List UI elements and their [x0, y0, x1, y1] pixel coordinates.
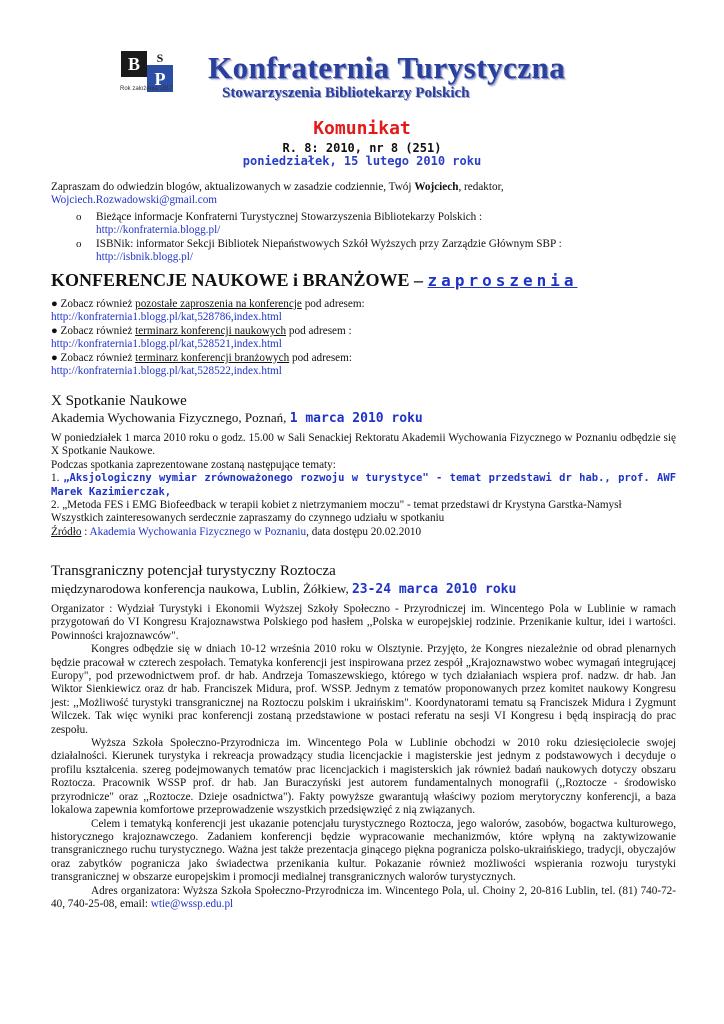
issue-number: R. 8: 2010, nr 8 (251)	[282, 141, 442, 155]
event2-paragraph: Kongres odbędzie się w dniach 10-12 września 2010 roku w Olsztynie. Przyjęto, że Kongres niezależnie od obrad plenarnych będzie pracował w czterech zespołach. Tematyka konferencji jest inspirowana przez zespół „Krajoznawstwo wobec wymagań integrującej Europy", pod przewodnictwem prof. dr hab. Andrzeja Tomaszewskiego, którego w tych działaniach wspiera prof. nadzw. dr hab. Jan Wiktor Sienkiewicz oraz dr hab. Franciszek Midura, prof. WSSP. Jednym z tematów proponowanych przez komitet naukowy Kongresu jest: ,,Możliwość turystyki transgranicznej na Roztoczu polskim i ukraińskim". Koordynatorami tematu są Franciszek Midura i Zygmunt Wilczek. Tak więc wyniki prac konferencji zostaną przedstawione w postaci referatu na sesji VI Kongresu i będą inspiracją do prac zespołu.	[51, 643, 676, 736]
event1-topic-1	[51, 472, 676, 499]
topic-title: „Aksjologiczny wymiar zrównoważonego rozwoju w turystyce" - temat przedstawi dr hab., prof. AWF Marek Kazimierczak,	[51, 472, 677, 498]
see-also-suffix: pod adresem:	[301, 298, 365, 310]
source-separator: :	[81, 525, 90, 538]
event1-paragraph: Wszystkich zainteresowanych serdecznie zapraszamy do czynnego udziału w spotkaniu	[51, 512, 445, 525]
brand-subtitle: Stowarzyszenia Bibliotekarzy Polskich	[222, 85, 470, 101]
organizer-address: Adres organizatora: Wyższa Szkoła Społeczno-Przyrodnicza im. Wincentego Pola, ul. Choiny 2, 20-816 Lublin, tel. (81) 740-72-40, 740-25-08, email:	[51, 884, 676, 910]
blog-item-link[interactable]: http://isbnik.blogg.pl/	[96, 251, 193, 263]
event1-body	[51, 432, 676, 539]
editor-name: Wojciech	[414, 181, 459, 193]
section-title: KONFERENCJE NAUKOWE i BRANŻOWE –	[51, 270, 428, 290]
event1-source	[51, 526, 676, 539]
source-date: , data dostępu 20.02.2010	[306, 525, 422, 538]
brand-title: Konfraternia Turystyczna	[208, 50, 566, 85]
source-label: Źródło	[51, 525, 82, 538]
event1-topic-2: 2. „Metoda FES i EMG Biofeedback w terapii kobiet z nietrzymaniem moczu" - temat przedstawi dr Krystyna Garstka-Namysł	[51, 499, 622, 512]
event1-paragraph: W poniedziałek 1 marca 2010 roku o godz. 15.00 w Sali Senackiej Rektoratu Akademii Wychowania Fizycznego w Poznaniu odbędzie się X Spotkanie Naukowe.	[51, 432, 676, 458]
intro-paragraph	[51, 181, 676, 208]
organizer-email-link[interactable]: wtie@wssp.edu.pl	[150, 897, 234, 910]
logo-letter-p: P	[154, 69, 166, 89]
event2-paragraph: Organizator : Wydział Turystyki i Ekonomii Wyższej Szkoły Społeczno - Przyrodniczej im. Wincentego Pola w Lublinie w ramach przygotowań do VI Kongresu Krajoznawstwa Polskiego pod hasłem ,,Polska w europejskiej rodzinie. Przenikanie kultur, idei i wartości. Powinności krajoznawców".	[51, 603, 676, 642]
logo-caption: Rok założenia 1917	[120, 86, 173, 92]
see-also-suffix: pod adresem :	[286, 324, 352, 337]
intro-text: Zapraszam do odwiedzin blogów, aktualizowanych w zasadzie codziennie, Twój	[51, 181, 415, 193]
blog-bullet: o	[76, 211, 82, 223]
blog-item-description: Bieżące informacje Konfraterni Turystycznej Stowarzyszenia Bibliotekarzy Polskich :	[96, 211, 483, 223]
see-also-block	[51, 298, 676, 378]
blog-item-description: ISBNik: informator Sekcji Bibliotek Niepaństwowych Szkół Wyższych przy Zarządzie Głównym SBP :	[96, 238, 562, 250]
event1-title: X Spotkanie Naukowe	[51, 393, 187, 409]
see-also-prefix: ● Zobacz również	[51, 324, 136, 337]
event2-place: międzynarodowa konferencja naukowa, Lublin, Żółkiew,	[51, 581, 352, 596]
see-also-url[interactable]: http://konfraternia1.blogg.pl/kat,528521,index.html	[51, 338, 282, 351]
logo-letter-s: S	[156, 51, 164, 65]
source-link[interactable]: Akademia Wychowania Fizycznego w Poznaniu	[89, 525, 307, 538]
event2-paragraph: Celem i tematyką konferencji jest ukazanie potencjału turystycznego Roztocza, jego walorów, zasobów, bogactwa kulturowego, historycznego krajoznawczego. Zadaniem konferencji będzie wypracowanie mechanizmów, które wpłyną na zaktywizowanie transgranicznego ruchu turystycznego. Ważna jest także prezentacja ginącego piękna pogranicza polsko-ukraińskiego, tradycji, obyczajów oraz zabytków pogranicza jako świadectwa przenikania kultur. Pokazanie również możliwości wspierania rozwoju turystyki transgranicznej w obszarze europejskim i promocji medialnej transgranicznych walorów turystycznych.	[51, 817, 676, 884]
issue-date: poniedziałek, 15 lutego 2010 roku	[242, 154, 482, 168]
event1-place: Akademia Wychowania Fizycznego, Poznań,	[51, 410, 290, 425]
logo-letter-b: B	[127, 54, 141, 74]
event2-place-line	[51, 581, 516, 597]
event2-date: 23-24 marca 2010 roku	[351, 582, 517, 597]
see-also-suffix: pod adresem:	[289, 351, 352, 364]
see-also-link[interactable]: terminarz konferencji branżowych	[135, 351, 290, 364]
see-also-url[interactable]: http://konfraternia1.blogg.pl/kat,528522,index.html	[51, 365, 282, 378]
see-also-link[interactable]: pozostałe zaproszenia na konferencje	[135, 298, 302, 310]
see-also-prefix: ● Zobacz również	[51, 351, 136, 364]
event1-date: 1 marca 2010 roku	[289, 411, 423, 426]
see-also-link[interactable]: terminarz konferencji naukowych	[135, 324, 287, 337]
see-also-item	[51, 325, 676, 338]
see-also-prefix: ● Zobacz również	[51, 298, 136, 310]
section-highlight-link[interactable]: zaproszenia	[427, 271, 578, 290]
komunikat-heading: Komunikat	[313, 118, 411, 139]
event1-paragraph: Podczas spotkania zaprezentowane zostaną następujące tematy:	[51, 458, 336, 471]
blog-bullet: o	[76, 238, 82, 250]
see-also-url[interactable]: http://konfraternia1.blogg.pl/kat,528786,index.html	[51, 311, 282, 324]
editor-email-link[interactable]: Wojciech.Rozwadowski@gmail.com	[51, 194, 217, 207]
event2-paragraph: Wyższa Szkoła Społeczno-Przyrodnicza im. Wincentego Pola w Lublinie obchodzi w 2010 roku dziesięciolecie swojej działalności. Kierunek turystyka i rekreacja prowadzący studia licencjackie i magisterskie jest jednym z podstawowych i decyduje o profilu kształcenia. szereg podejmowanych tematów prac licencjackich i magisterskich jak również badań naukowych dotyczy obszaru Roztocza. Pracownik WSSP prof. dr hab. Jan Buraczyński jest autorem fundamentalnych monografii (,,Roztocze - środowisko przyrodnicze" oraz ,,Roztocze. Dzieje osadnictwa"). Fakty powyższe gwarantują właściwy poziom merytoryczny konferencji, a baza lokalowa zapewnia komfortowe przeprowadzenie wszystkich przedsięwzięć z nią związanych.	[51, 737, 676, 817]
event2-body	[51, 603, 676, 911]
blog-item-link[interactable]: http://konfraternia.blogg.pl/	[96, 224, 221, 236]
event1-place-line	[51, 410, 423, 426]
event2-title: Transgraniczny potencjał turystyczny Roztocza	[51, 563, 336, 579]
see-also-item	[51, 352, 676, 365]
section-heading	[51, 270, 578, 291]
topic-number: 1.	[51, 472, 64, 485]
event2-address	[51, 885, 676, 912]
intro-after: , redaktor,	[458, 181, 504, 193]
see-also-item	[51, 298, 676, 311]
